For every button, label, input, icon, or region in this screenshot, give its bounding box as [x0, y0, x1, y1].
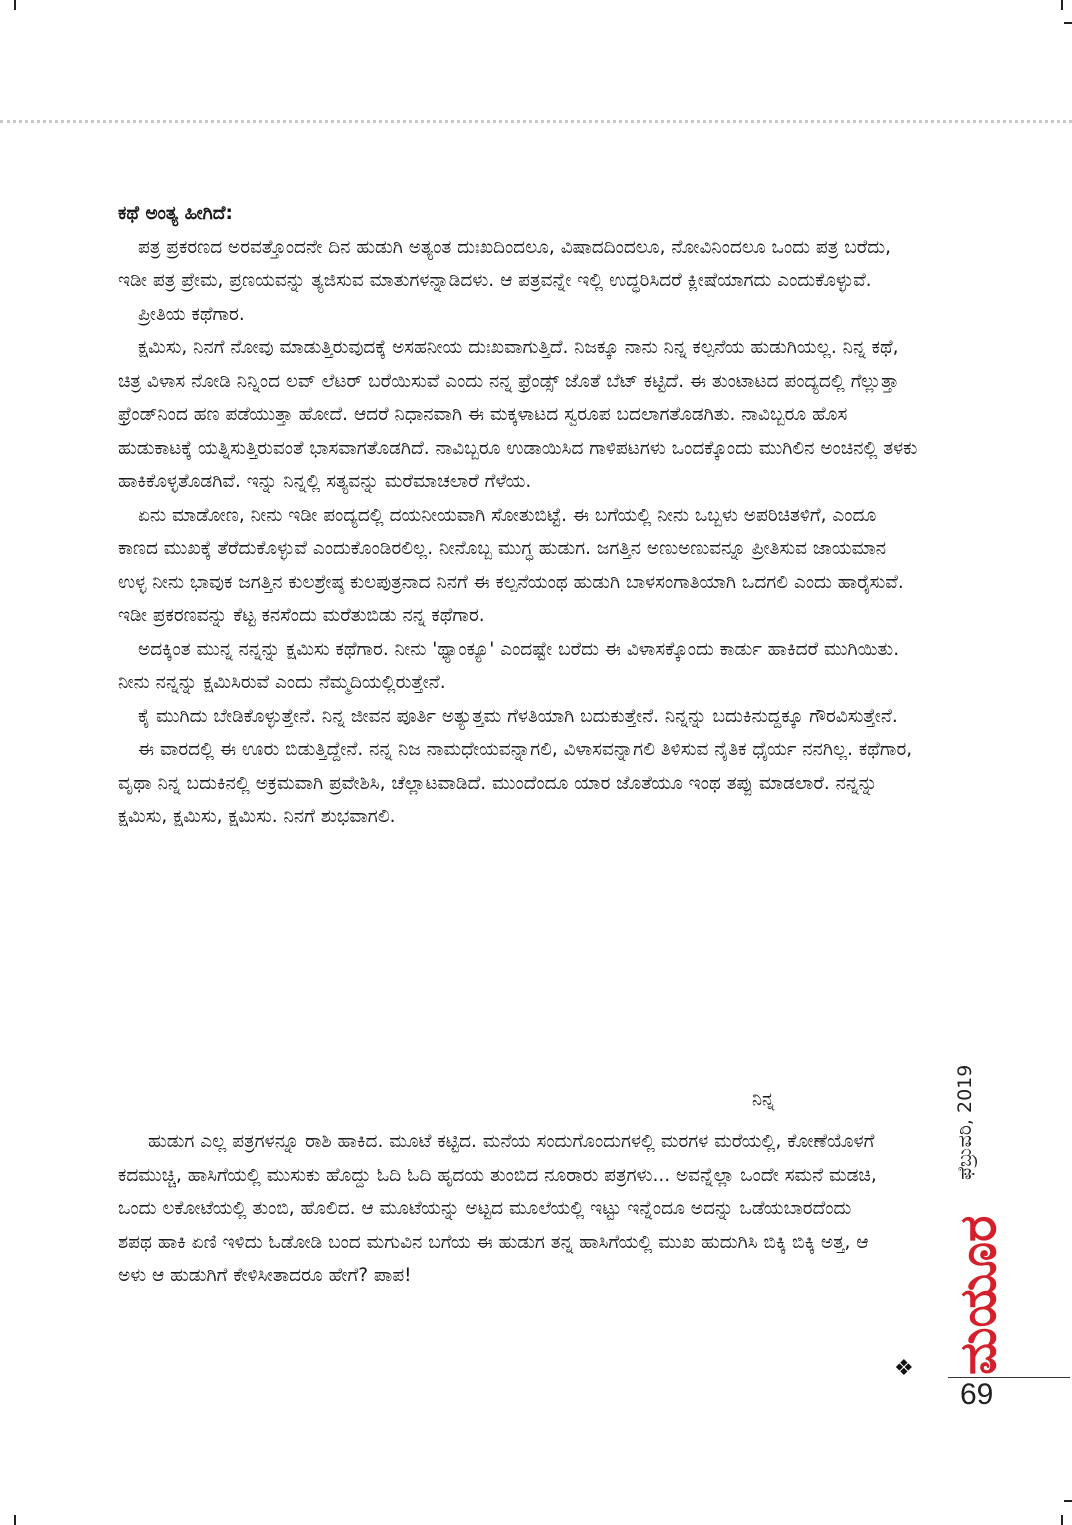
section-heading: ಕಥೆ ಅಂತ್ಯ ಹೀಗಿದೆ:	[118, 203, 233, 224]
crop-mark-right-bottom	[1064, 1500, 1072, 1502]
closing-section	[118, 1125, 878, 1293]
issue-date-text: ಫೆಬ್ರುವರಿ, 2019	[954, 1064, 976, 1180]
paragraph: ಕೈ ಮುಗಿದು ಬೇಡಿಕೊಳ್ಳುತ್ತೇನೆ. ನಿನ್ನ ಜೀವನ ಪೂರ್ತಿ ಅತ್ಯುತ್ತಮ ಗೆಳತಿಯಾಗಿ ಬದುಕುತ್ತೇನೆ. ನಿನ್ನನ್ನು ಬದುಕಿನುದ್ದಕ್ಕೂ ಗೌರವಿಸುತ್ತೇನೆ.	[138, 705, 898, 727]
article-body	[118, 197, 918, 834]
paragraph: ಈ ವಾರದಲ್ಲಿ ಈ ಊರು ಬಿಡುತ್ತಿದ್ದೇನೆ. ನನ್ನ ನಿಜ ನಾಮಧೇಯವನ್ನಾಗಲಿ, ವಿಳಾಸವನ್ನಾಗಲಿ ತಿಳಿಸುವ ನೈತಿಕ ಧೈರ್ಯ ನನಗಿಲ್ಲ. ಕಥೆಗಾರ, ವೃಥಾ ನಿನ್ನ ಬದುಕಿನಲ್ಲಿ ಅಕ್ರಮವಾಗಿ ಪ್ರವೇಶಿಸಿ, ಚೆಲ್ಲಾಟವಾಡಿದೆ. ಮುಂದೆಂದೂ ಯಾರ ಜೊತೆಯೂ ಇಂಥ ತಪ್ಪು ಮಾಡಲಾರೆ. ನನ್ನನ್ನು ಕ್ಷಮಿಸು, ಕ್ಷಮಿಸು, ಕ್ಷಮಿಸು. ನಿನಗೆ ಶುಭವಾಗಲಿ.	[118, 739, 913, 827]
paragraph: ಪತ್ರ ಪ್ರಕರಣದ ಅರವತ್ತೊಂದನೇ ದಿನ ಹುಡುಗಿ ಅತ್ಯಂತ ದುಃಖದಿಂದಲೂ, ವಿಷಾದದಿಂದಲೂ, ನೋವಿನಿಂದಲೂ ಒಂದು ಪತ್ರ ಬರೆದು, ಇಡೀ ಪತ್ರ ಪ್ರೇಮ, ಪ್ರಣಯವನ್ನು ತ್ಯಜಿಸುವ ಮಾತುಗಳನ್ನಾಡಿದಳು. ಆ ಪತ್ರವನ್ನೇ ಇಲ್ಲಿ ಉದ್ಧರಿಸಿದರೆ ಕ್ಲೀಷೆಯಾಗದು ಎಂದುಕೊಳ್ಳುವೆ.	[118, 236, 891, 291]
crop-mark-top-right	[1061, 0, 1063, 10]
paragraph: ಏನು ಮಾಡೋಣ, ನೀನು ಇಡೀ ಪಂದ್ಯದಲ್ಲಿ ದಯನೀಯವಾಗಿ ಸೋತುಬಿಟ್ಟೆ. ಈ ಬಗೆಯಲ್ಲಿ ನೀನು ಒಬ್ಬಳು ಅಪರಿಚಿತಳಿಗೆ, ಎಂದೂ ಕಾಣದ ಮುಖಕ್ಕೆ ತೆರೆದುಕೊಳ್ಳುವೆ ಎಂದುಕೊಂಡಿರಲಿಲ್ಲ. ನೀನೊಬ್ಬ ಮುಗ್ಧ ಹುಡುಗ. ಜಗತ್ತಿನ ಅಣುಅಣುವನ್ನೂ ಪ್ರೀತಿಸುವ ಜಾಯಮಾನ ಉಳ್ಳ ನೀನು ಭಾವುಕ ಜಗತ್ತಿನ ಕುಲಶ್ರೇಷ್ಠ ಕುಲಪುತ್ರನಾದ ನಿನಗೆ ಈ ಕಲ್ಪನೆಯಂಥ ಹುಡುಗಿ ಬಾಳಸಂಗಾತಿಯಾಗಿ ಒದಗಲಿ ಎಂದು ಹಾರೈಸುವೆ. ಇಡೀ ಪ್ರಕರಣವನ್ನು ಕೆಟ್ಟ ಕನಸೆಂದು ಮರೆತುಬಿಡು ನನ್ನ ಕಥೆಗಾರ.	[118, 504, 904, 626]
top-dotted-rule	[0, 120, 1072, 123]
end-ornament-icon: ❖	[894, 1356, 914, 1381]
letter-signoff: ನಿನ್ನ	[752, 1089, 775, 1110]
crop-mark-top-left	[14, 0, 16, 10]
letter-salutation: ಪ್ರೀತಿಯ ಕಥೆಗಾರ.	[138, 303, 245, 325]
paragraph: ಅದಕ್ಕಿಂತ ಮುನ್ನ ನನ್ನನ್ನು ಕ್ಷಮಿಸು ಕಥೆಗಾರ. ನೀನು 'ಥ್ಯಾಂಕ್ಯೂ' ಎಂದಷ್ಟೇ ಬರೆದು ಈ ವಿಳಾಸಕ್ಕೊಂದು ಕಾರ್ಡು ಹಾಕಿದರೆ ಮುಗಿಯಿತು. ನೀನು ನನ್ನನ್ನು ಕ್ಷಮಿಸಿರುವೆ ಎಂದು ನೆಮ್ಮದಿಯಲ್ಲಿರುತ್ತೇನೆ.	[118, 638, 900, 693]
crop-mark-right-top	[1064, 22, 1072, 24]
crop-mark-bottom-left	[14, 1515, 16, 1525]
page-number: 69	[960, 1378, 994, 1411]
magazine-logo-text: ಮಯೂರ	[949, 1215, 1007, 1375]
closing-paragraph: ಹುಡುಗ ಎಲ್ಲ ಪತ್ರಗಳನ್ನೂ ರಾಶಿ ಹಾಕಿದ. ಮೂಟೆ ಕಟ್ಟಿದ. ಮನೆಯ ಸಂದುಗೊಂದುಗಳಲ್ಲಿ ಮರಗಳ ಮರೆಯಲ್ಲಿ, ಕೋಣೆಯೊಳಗೆ ಕದಮುಚ್ಚಿ, ಹಾಸಿಗೆಯಲ್ಲಿ ಮುಸುಕು ಹೊದ್ದು ಓದಿ ಓದಿ ಹೃದಯ ತುಂಬಿದ ನೂರಾರು ಪತ್ರಗಳು... ಅವನ್ನೆಲ್ಲಾ ಒಂದೇ ಸಮನೆ ಮಡಚಿ, ಒಂದು ಲಕೋಟೆಯಲ್ಲಿ ತುಂಬಿ, ಹೊಲಿದ. ಆ ಮೂಟೆಯನ್ನು ಅಟ್ಟದ ಮೂಲೆಯಲ್ಲಿ ಇಟ್ಟು ಇನ್ನೆಂದೂ ಅದನ್ನು ಒಡೆಯಬಾರದೆಂದು ಶಪಥ ಹಾಕಿ ಏಣಿ ಇಳಿದು ಓಡೋಡಿ ಬಂದ ಮಗುವಿನ ಬಗೆಯ ಈ ಹುಡುಗ ತನ್ನ ಹಾಸಿಗೆಯಲ್ಲಿ ಮುಖ ಹುದುಗಿಸಿ ಬಿಕ್ಕಿ ಬಿಕ್ಕಿ ಅತ್ತ, ಆ ಅಳು ಆ ಹುಡುಗಿಗೆ ಕೇಳಿಸೀತಾದರೂ ಹೇಗೆ? ಪಾಪ!	[118, 1131, 877, 1286]
paragraph: ಕ್ಷಮಿಸು, ನಿನಗೆ ನೋವು ಮಾಡುತ್ತಿರುವುದಕ್ಕೆ ಅಸಹನೀಯ ದುಃಖವಾಗುತ್ತಿದೆ. ನಿಜಕ್ಕೂ ನಾನು ನಿನ್ನ ಕಲ್ಪನೆಯ ಹುಡುಗಿಯಲ್ಲ. ನಿನ್ನ ಕಥೆ, ಚಿತ್ರ ವಿಳಾಸ ನೋಡಿ ನಿನ್ನಿಂದ ಲವ್ ಲೆಟರ್ ಬರೆಯಿಸುವೆ ಎಂದು ನನ್ನ ಫ್ರೆಂಡ್ಸ್ ಜೊತೆ ಬೆಟ್ ಕಟ್ಟಿದೆ. ಈ ತುಂಟಾಟದ ಪಂದ್ಯದಲ್ಲಿ ಗೆಲ್ಲುತ್ತಾ ಫ್ರೆಂಡ್‌ನಿಂದ ಹಣ ಪಡೆಯುತ್ತಾ ಹೋದೆ. ಆದರೆ ನಿಧಾನವಾಗಿ ಈ ಮಕ್ಕಳಾಟದ ಸ್ವರೂಪ ಬದಲಾಗತೊಡಗಿತು. ನಾವಿಬ್ಬರೂ ಹೊಸ ಹುಡುಕಾಟಕ್ಕೆ ಯತ್ನಿಸುತ್ತಿರುವಂತೆ ಭಾಸವಾಗತೊಡಗಿದೆ. ನಾವಿಬ್ಬರೂ ಉಡಾಯಿಸಿದ ಗಾಳಿಪಟಗಳು ಒಂದಕ್ಕೊಂದು ಮುಗಿಲಿನ ಅಂಚಿನಲ್ಲಿ ತಳಕು ಹಾಕಿಕೊಳ್ಳತೊಡಗಿವೆ. ಇನ್ನು ನಿನ್ನಲ್ಲಿ ಸತ್ಯವನ್ನು ಮರೆಮಾಚಲಾರೆ ಗೆಳೆಯ.	[118, 337, 918, 492]
crop-mark-bottom-right	[1061, 1515, 1063, 1525]
